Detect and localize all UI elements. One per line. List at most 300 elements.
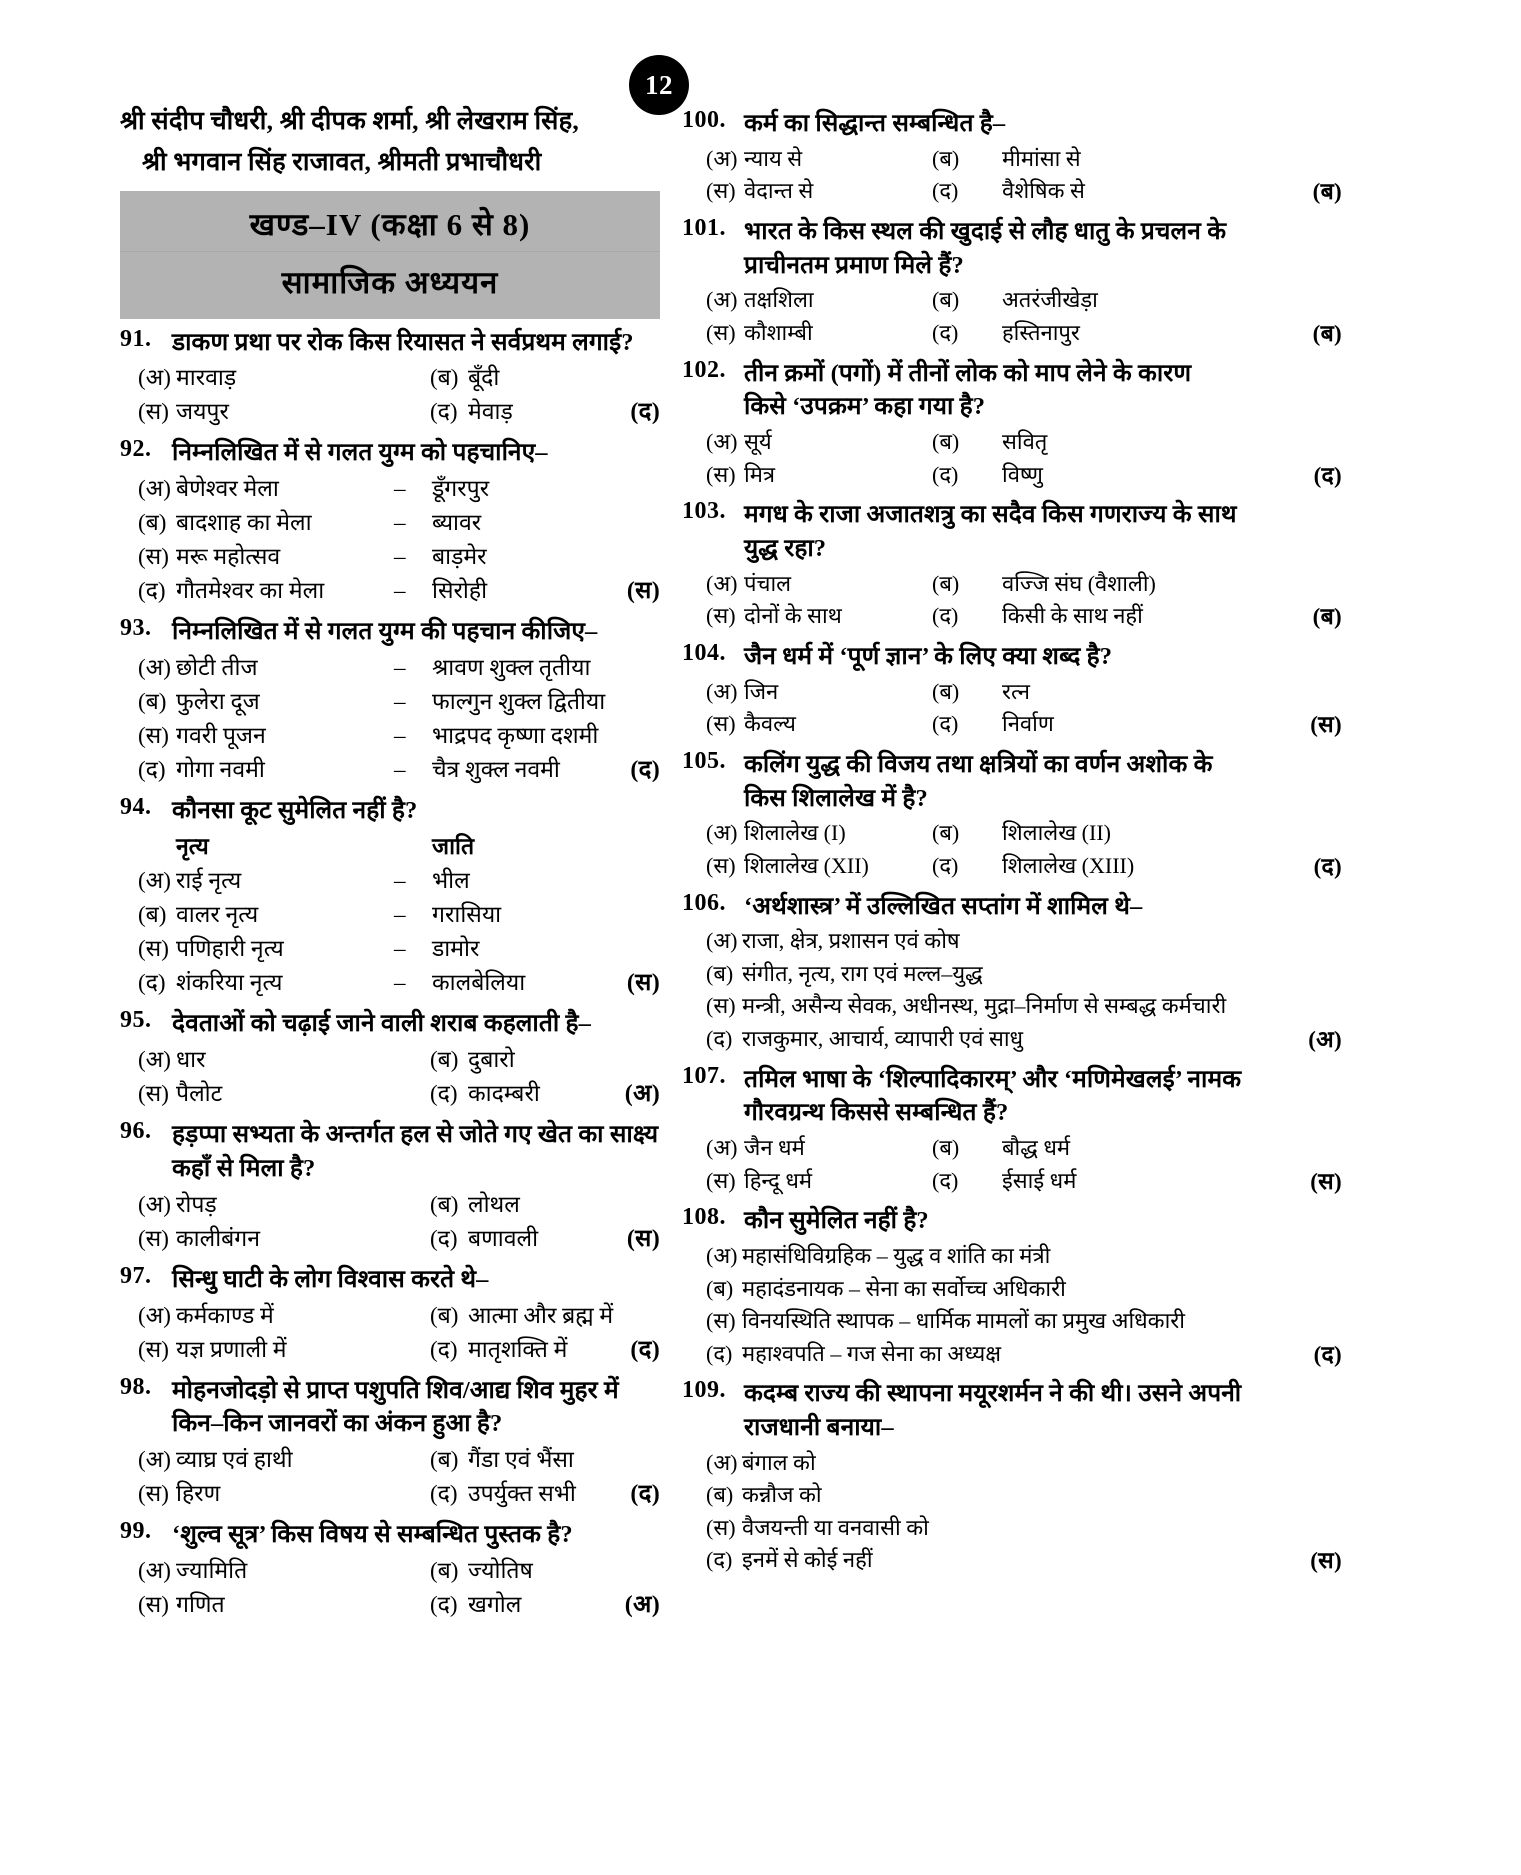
option-row[interactable]: [682, 1023, 1342, 1056]
option-row: [120, 1299, 660, 1333]
question-text-cont: राजधानी बनाया–: [744, 1413, 894, 1441]
answer-key: (द): [1313, 1341, 1342, 1367]
match-dash: –: [394, 655, 406, 681]
option-label: (अ): [706, 820, 738, 846]
option-list: [120, 1554, 660, 1622]
option-cell[interactable]: [932, 1165, 1342, 1198]
option-text-right: बाड़मेर: [432, 544, 487, 570]
option-text: वज्जि संघ (वैशाली): [1002, 570, 1156, 596]
option-text: न्याय से: [744, 145, 803, 171]
question-header: [120, 615, 660, 649]
option-text-left: वालर नृत्य: [176, 902, 259, 928]
option-row[interactable]: [120, 719, 660, 753]
option-row[interactable]: [682, 1240, 1342, 1273]
question-number: 92.: [120, 436, 152, 463]
answer-key: (द): [1313, 462, 1342, 488]
question-number: 103.: [682, 498, 726, 525]
option-cell[interactable]: [932, 1132, 1342, 1165]
option-text-right: डामोर: [432, 936, 480, 962]
option-label: (स): [138, 544, 169, 570]
question-number: 99.: [120, 1518, 152, 1545]
option-text: जैन धर्म: [744, 1135, 805, 1161]
question-text: ‘शुल्व सूत्र’ किस विषय से सम्बन्धित पुस्तक है?: [172, 1521, 573, 1549]
option-text: महासंधिविग्रहिक – युद्ध व शांति का मंत्री: [742, 1243, 1051, 1268]
option-label: (ब): [706, 1482, 734, 1508]
option-text: मेवाड़: [468, 399, 513, 425]
match-dash: –: [394, 902, 406, 928]
option-row: [682, 143, 1342, 176]
option-label: (ब): [932, 570, 960, 596]
option-row[interactable]: [120, 506, 660, 540]
option-label: (अ): [138, 1558, 171, 1584]
option-row: [682, 426, 1342, 459]
option-cell[interactable]: [682, 850, 932, 883]
question-header: [120, 326, 660, 360]
option-row[interactable]: [682, 1512, 1342, 1545]
option-text: शिलालेख (II): [1002, 820, 1111, 846]
question-header: [682, 640, 1342, 674]
question-header: [682, 357, 1342, 391]
option-label: (अ): [138, 1191, 171, 1217]
option-label: (अ): [706, 1449, 738, 1475]
option-text: तक्षशिला: [744, 287, 814, 313]
option-label: (ब): [706, 1275, 734, 1301]
answer-key: (स): [626, 970, 660, 997]
option-row: [682, 850, 1342, 883]
option-cell[interactable]: [682, 676, 932, 709]
option-cell[interactable]: [412, 1333, 660, 1367]
option-row: [682, 708, 1342, 741]
option-label: (द): [932, 603, 959, 629]
option-label: (ब): [138, 902, 167, 928]
option-cell[interactable]: [120, 1043, 412, 1077]
option-label: (अ): [138, 655, 171, 681]
question-text: कौनसा कूट सुमेलित नहीं है?: [172, 797, 418, 825]
question-block: [682, 215, 1342, 350]
option-row[interactable]: [682, 958, 1342, 991]
question-text-cont: किन–किन जानवरों का अंकन हुआ है?: [172, 1410, 503, 1438]
question-block: [682, 107, 1342, 208]
question-number: 102.: [682, 356, 726, 383]
authors-line-1: श्री संदीप चौधरी, श्री दीपक शर्मा, श्री लेखराम सिंह,: [120, 106, 579, 135]
option-row[interactable]: [682, 1338, 1342, 1371]
option-label: (अ): [706, 570, 738, 596]
option-cell[interactable]: [120, 1588, 412, 1622]
option-text: जिन: [744, 678, 779, 704]
question-text: ‘अर्थशास्त्र’ में उल्लिखित सप्तांग में शामिल थे–: [744, 892, 1143, 920]
option-text: उपर्युक्त सभी: [468, 1481, 576, 1507]
option-text-left: राई नृत्य: [176, 868, 242, 894]
option-text: कर्मकाण्ड में: [176, 1302, 274, 1328]
question-number: 96.: [120, 1118, 152, 1145]
question-text-cont: किसे ‘उपक्रम’ कहा गया है?: [744, 393, 986, 421]
question-header: [682, 1204, 1342, 1238]
option-cell[interactable]: [412, 1477, 660, 1511]
question-block: [120, 615, 660, 787]
question-text: देवताओं को चढ़ाई जाने वाली शराब कहलाती है–: [172, 1010, 591, 1038]
question-number: 108.: [682, 1204, 726, 1231]
option-cell[interactable]: [932, 317, 1342, 350]
question-header: [682, 1063, 1342, 1097]
option-cell[interactable]: [412, 361, 660, 395]
option-list: [682, 925, 1342, 1055]
option-text: राजा, क्षेत्र, प्रशासन एवं कोष: [742, 928, 960, 954]
option-row: [682, 817, 1342, 850]
question-text-cont: युद्ध रहा?: [744, 535, 827, 563]
question-number: 95.: [120, 1007, 152, 1034]
question-text: कलिंग युद्ध की विजय तथा क्षत्रियों का वर्णन अशोक के: [744, 750, 1213, 778]
option-text: मारवाड़: [176, 365, 237, 391]
option-row[interactable]: [682, 925, 1342, 958]
option-label: (अ): [138, 868, 171, 894]
option-row[interactable]: [682, 990, 1342, 1023]
option-label: (स): [138, 1336, 169, 1362]
option-cell[interactable]: [682, 426, 932, 459]
option-cell[interactable]: [682, 143, 932, 176]
page-number-badge: 12: [629, 55, 689, 115]
option-label: (द): [138, 578, 166, 604]
option-label: (अ): [138, 1447, 171, 1473]
option-label: (द): [706, 1340, 733, 1366]
option-row: [682, 1165, 1342, 1198]
option-list: [682, 426, 1342, 491]
option-list: [120, 361, 660, 429]
option-text: दोनों के साथ: [744, 603, 842, 629]
option-cell[interactable]: [412, 1043, 660, 1077]
question-text: हड़प्पा सभ्यता के अन्तर्गत हल से जोते गए खेत का साक्ष्य: [172, 1121, 659, 1149]
option-text: मीमांसा से: [1002, 145, 1081, 171]
match-header-left: नृत्य: [176, 834, 209, 860]
option-label: (द): [706, 1025, 733, 1051]
option-label: (ब): [932, 1135, 960, 1161]
question-number: 94.: [120, 794, 152, 821]
option-row[interactable]: [682, 1544, 1342, 1577]
option-cell[interactable]: [682, 568, 932, 601]
option-label: (ब): [932, 287, 960, 313]
question-header: [682, 107, 1342, 141]
option-label: (स): [706, 711, 736, 737]
option-row[interactable]: [120, 472, 660, 506]
option-list: [682, 676, 1342, 741]
option-cell[interactable]: [120, 361, 412, 395]
option-text: खगोल: [468, 1592, 522, 1618]
option-row: [120, 1077, 660, 1111]
option-row[interactable]: [120, 685, 660, 719]
option-text-right: चैत्र शुक्ल नवमी: [432, 757, 560, 783]
answer-key: (स): [626, 1225, 660, 1252]
option-label: (अ): [138, 476, 171, 502]
answer-key: (ब): [1312, 179, 1342, 205]
option-list: [120, 472, 660, 608]
question-header: [120, 794, 660, 828]
option-cell[interactable]: [682, 284, 932, 317]
option-cell[interactable]: [932, 708, 1342, 741]
option-row: [120, 1333, 660, 1367]
option-label: (स): [706, 603, 736, 629]
option-text: कादम्बरी: [468, 1081, 540, 1107]
two-column-layout: [120, 100, 1401, 1622]
option-label: (स): [138, 1592, 169, 1618]
answer-key: (अ): [624, 1081, 660, 1108]
option-cell[interactable]: [120, 1299, 412, 1333]
option-text: वेदान्त से: [744, 178, 814, 204]
option-cell[interactable]: [412, 1299, 660, 1333]
option-text: शिलालेख (I): [744, 820, 846, 846]
option-cell[interactable]: [120, 1077, 412, 1111]
option-text-left: मरू महोत्सव: [176, 544, 281, 570]
option-text: शिलालेख (XII): [744, 852, 869, 878]
option-label: (द): [932, 1167, 959, 1193]
option-row[interactable]: [120, 753, 660, 787]
answer-key: (स): [1310, 1168, 1342, 1194]
option-row[interactable]: [682, 1305, 1342, 1338]
option-text-right: श्रावण शुक्ल तृतीया: [432, 655, 591, 681]
option-cell[interactable]: [412, 1588, 660, 1622]
option-row[interactable]: [682, 1479, 1342, 1512]
option-cell[interactable]: [682, 1165, 932, 1198]
option-row[interactable]: [120, 932, 660, 966]
option-list: [120, 1299, 660, 1367]
authors-block: [120, 100, 660, 183]
option-text: हस्तिनापुर: [1002, 320, 1080, 346]
question-number: 93.: [120, 615, 152, 642]
option-cell[interactable]: [682, 817, 932, 850]
option-text-right: भील: [432, 868, 470, 894]
question-block: [120, 1007, 660, 1111]
option-cell[interactable]: [120, 1222, 412, 1256]
option-text: किसी के साथ नहीं: [1002, 603, 1143, 629]
option-label: (द): [932, 320, 959, 346]
match-dash: –: [394, 578, 406, 604]
question-header: [120, 1518, 660, 1552]
option-text: सूर्य: [744, 429, 772, 455]
option-row: [682, 284, 1342, 317]
option-cell[interactable]: [412, 1188, 660, 1222]
match-dash: –: [394, 757, 406, 783]
option-text: हिन्दू धर्म: [744, 1167, 813, 1193]
answer-key: (स): [1310, 1548, 1342, 1574]
question-number: 101.: [682, 214, 726, 241]
question-text: कर्म का सिद्धान्त सम्बन्धित है–: [744, 110, 1006, 137]
option-text: बूँदी: [468, 365, 500, 391]
option-text: मित्र: [744, 461, 775, 487]
option-label: (अ): [706, 928, 738, 954]
option-cell[interactable]: [932, 459, 1342, 492]
option-label: (द): [706, 1547, 733, 1573]
option-text: सवितृ: [1002, 429, 1048, 455]
option-label: (द): [430, 1481, 458, 1507]
option-label: (स): [706, 461, 736, 487]
option-text-left: बादशाह का मेला: [176, 510, 312, 536]
option-label: (अ): [706, 429, 738, 455]
option-cell[interactable]: [682, 459, 932, 492]
option-list: [682, 568, 1342, 633]
option-cell[interactable]: [932, 676, 1342, 709]
question-text-cont: प्राचीनतम प्रमाण मिले हैं?: [744, 251, 964, 279]
option-cell[interactable]: [120, 1443, 412, 1477]
option-label: (अ): [138, 1047, 171, 1073]
option-label: (अ): [706, 287, 738, 313]
option-cell[interactable]: [932, 284, 1342, 317]
option-cell[interactable]: [120, 1477, 412, 1511]
question-text: निम्नलिखित में से गलत युग्म को पहचानिए–: [172, 439, 548, 467]
question-block: [120, 794, 660, 1000]
section-banner: [120, 191, 660, 319]
question-header: [120, 1007, 660, 1041]
option-cell[interactable]: [932, 175, 1342, 208]
question-number: 106.: [682, 889, 726, 916]
option-cell[interactable]: [932, 426, 1342, 459]
option-label: (स): [706, 852, 736, 878]
option-text-left: फुलेरा दूज: [176, 689, 260, 715]
option-row[interactable]: [682, 1273, 1342, 1306]
option-cell[interactable]: [682, 317, 932, 350]
option-row: [682, 175, 1342, 208]
answer-key: (द): [1313, 853, 1342, 879]
option-cell[interactable]: [932, 850, 1342, 883]
answer-key: (स): [626, 578, 660, 605]
question-header: [120, 1263, 660, 1297]
question-header: [120, 1374, 660, 1408]
option-cell[interactable]: [932, 817, 1342, 850]
option-cell[interactable]: [120, 395, 412, 429]
question-block: [120, 1374, 660, 1512]
option-text: मन्त्री, असैन्य सेवक, अधीनस्थ, मुद्रा–निर्माण से सम्बद्ध कर्मचारी: [742, 993, 1227, 1019]
option-text: बणावली: [468, 1225, 539, 1251]
option-cell[interactable]: [412, 395, 660, 429]
question-text: तमिल भाषा के ‘शिल्पादिकारम्’ और ‘मणिमेखलई’ नामक: [744, 1065, 1242, 1093]
option-text-left: गवरी पूजन: [176, 723, 266, 749]
option-row: [120, 1477, 660, 1511]
option-list: [682, 143, 1342, 208]
option-header-row: [120, 830, 660, 864]
option-text: व्याघ्र एवं हाथी: [176, 1447, 293, 1473]
option-label: (ब): [932, 429, 960, 455]
option-label: (द): [138, 757, 166, 783]
section-subject: सामाजिक अध्ययन: [120, 251, 660, 309]
option-text: कन्नौज को: [742, 1482, 822, 1508]
option-cell[interactable]: [412, 1554, 660, 1588]
option-label: (अ): [706, 145, 738, 171]
option-label: (द): [932, 461, 959, 487]
option-text: पंचाल: [744, 570, 792, 596]
option-text: दुबारो: [468, 1047, 515, 1073]
option-label: (स): [706, 1167, 736, 1193]
match-dash: –: [394, 510, 406, 536]
option-row[interactable]: [120, 898, 660, 932]
option-row[interactable]: [120, 651, 660, 685]
option-text: मातृशक्ति में: [468, 1336, 568, 1362]
option-text: बौद्ध धर्म: [1002, 1135, 1071, 1161]
option-cell[interactable]: [682, 600, 932, 633]
option-text: ज्योतिष: [468, 1558, 533, 1584]
option-cell[interactable]: [412, 1443, 660, 1477]
option-text: आत्मा और ब्रह्म में: [468, 1302, 614, 1328]
question-block: [682, 640, 1342, 741]
question-header: [682, 1377, 1342, 1411]
option-list: [682, 1132, 1342, 1197]
option-cell[interactable]: [682, 1132, 932, 1165]
option-row: [120, 1222, 660, 1256]
option-row[interactable]: [120, 864, 660, 898]
option-cell[interactable]: [120, 1188, 412, 1222]
option-text-right: कालबेलिया: [432, 970, 526, 996]
option-label: (ब): [430, 1047, 459, 1073]
option-row: [120, 1043, 660, 1077]
match-header-right: जाति: [432, 834, 475, 860]
option-text: महादंडनायक – सेना का सर्वोच्च अधिकारी: [742, 1275, 1066, 1301]
option-list: [682, 817, 1342, 882]
section-title-part: खण्ड–IV (कक्षा 6 से 8): [249, 206, 531, 242]
question-text-cont: किस शिलालेख में है?: [744, 784, 928, 812]
match-dash: –: [394, 689, 406, 715]
question-block: [120, 1118, 660, 1256]
option-text-right: ब्यावर: [432, 510, 482, 536]
question-header: [120, 436, 660, 470]
option-cell[interactable]: [682, 708, 932, 741]
option-label: (द): [932, 852, 959, 878]
question-text: डाकण प्रथा पर रोक किस रियासत ने सर्वप्रथम लगाई?: [172, 328, 634, 356]
option-cell[interactable]: [412, 1222, 660, 1256]
option-cell[interactable]: [932, 600, 1342, 633]
option-text-left: शंकरिया नृत्य: [176, 970, 283, 996]
option-cell[interactable]: [682, 175, 932, 208]
option-row[interactable]: [120, 574, 660, 608]
left-question-list: [120, 326, 660, 1623]
question-block: [682, 890, 1342, 1056]
match-dash: –: [394, 868, 406, 894]
option-text-left: गोगा नवमी: [176, 757, 265, 783]
option-row[interactable]: [120, 540, 660, 574]
authors-line-2: श्री भगवान सिंह राजावत, श्रीमती प्रभाचौधरी: [142, 147, 542, 177]
option-row[interactable]: [682, 1447, 1342, 1480]
question-block: [120, 326, 660, 430]
option-row: [682, 1132, 1342, 1165]
option-cell[interactable]: [932, 143, 1342, 176]
option-text: रत्न: [1002, 678, 1030, 704]
question-block: [682, 357, 1342, 492]
question-block: [682, 498, 1342, 633]
option-text: धार: [176, 1047, 206, 1073]
question-number: 100.: [682, 107, 726, 133]
option-text: निर्वाण: [1002, 711, 1054, 737]
option-label: (द): [138, 970, 166, 996]
answer-key: (अ): [624, 1592, 660, 1619]
option-text: संगीत, नृत्य, राग एवं मल्ल–युद्ध: [742, 960, 983, 986]
option-label: (द): [430, 1225, 458, 1251]
option-cell[interactable]: [412, 1077, 660, 1111]
option-label: (अ): [138, 365, 171, 391]
answer-key: (ब): [1312, 604, 1342, 630]
right-column: [682, 100, 1342, 1577]
question-text: कदम्ब राज्य की स्थापना मयूरशर्मन ने की थी। उसने अपनी: [744, 1380, 1242, 1408]
question-number: 109.: [682, 1377, 726, 1404]
option-cell[interactable]: [120, 1333, 412, 1367]
option-label: (स): [138, 1225, 169, 1251]
option-label: (स): [706, 320, 736, 346]
question-number: 98.: [120, 1373, 152, 1400]
option-cell[interactable]: [120, 1554, 412, 1588]
option-text: लोथल: [468, 1191, 520, 1217]
option-text: बंगाल को: [742, 1449, 816, 1475]
option-label: (स): [138, 936, 169, 962]
question-text-cont: गौरवग्रन्थ किससे सम्बन्धित हैं?: [744, 1099, 1009, 1127]
question-number: 97.: [120, 1262, 152, 1289]
option-cell[interactable]: [932, 568, 1342, 601]
option-label: (द): [932, 711, 959, 737]
option-row[interactable]: [120, 966, 660, 1000]
option-label: (ब): [932, 145, 960, 171]
